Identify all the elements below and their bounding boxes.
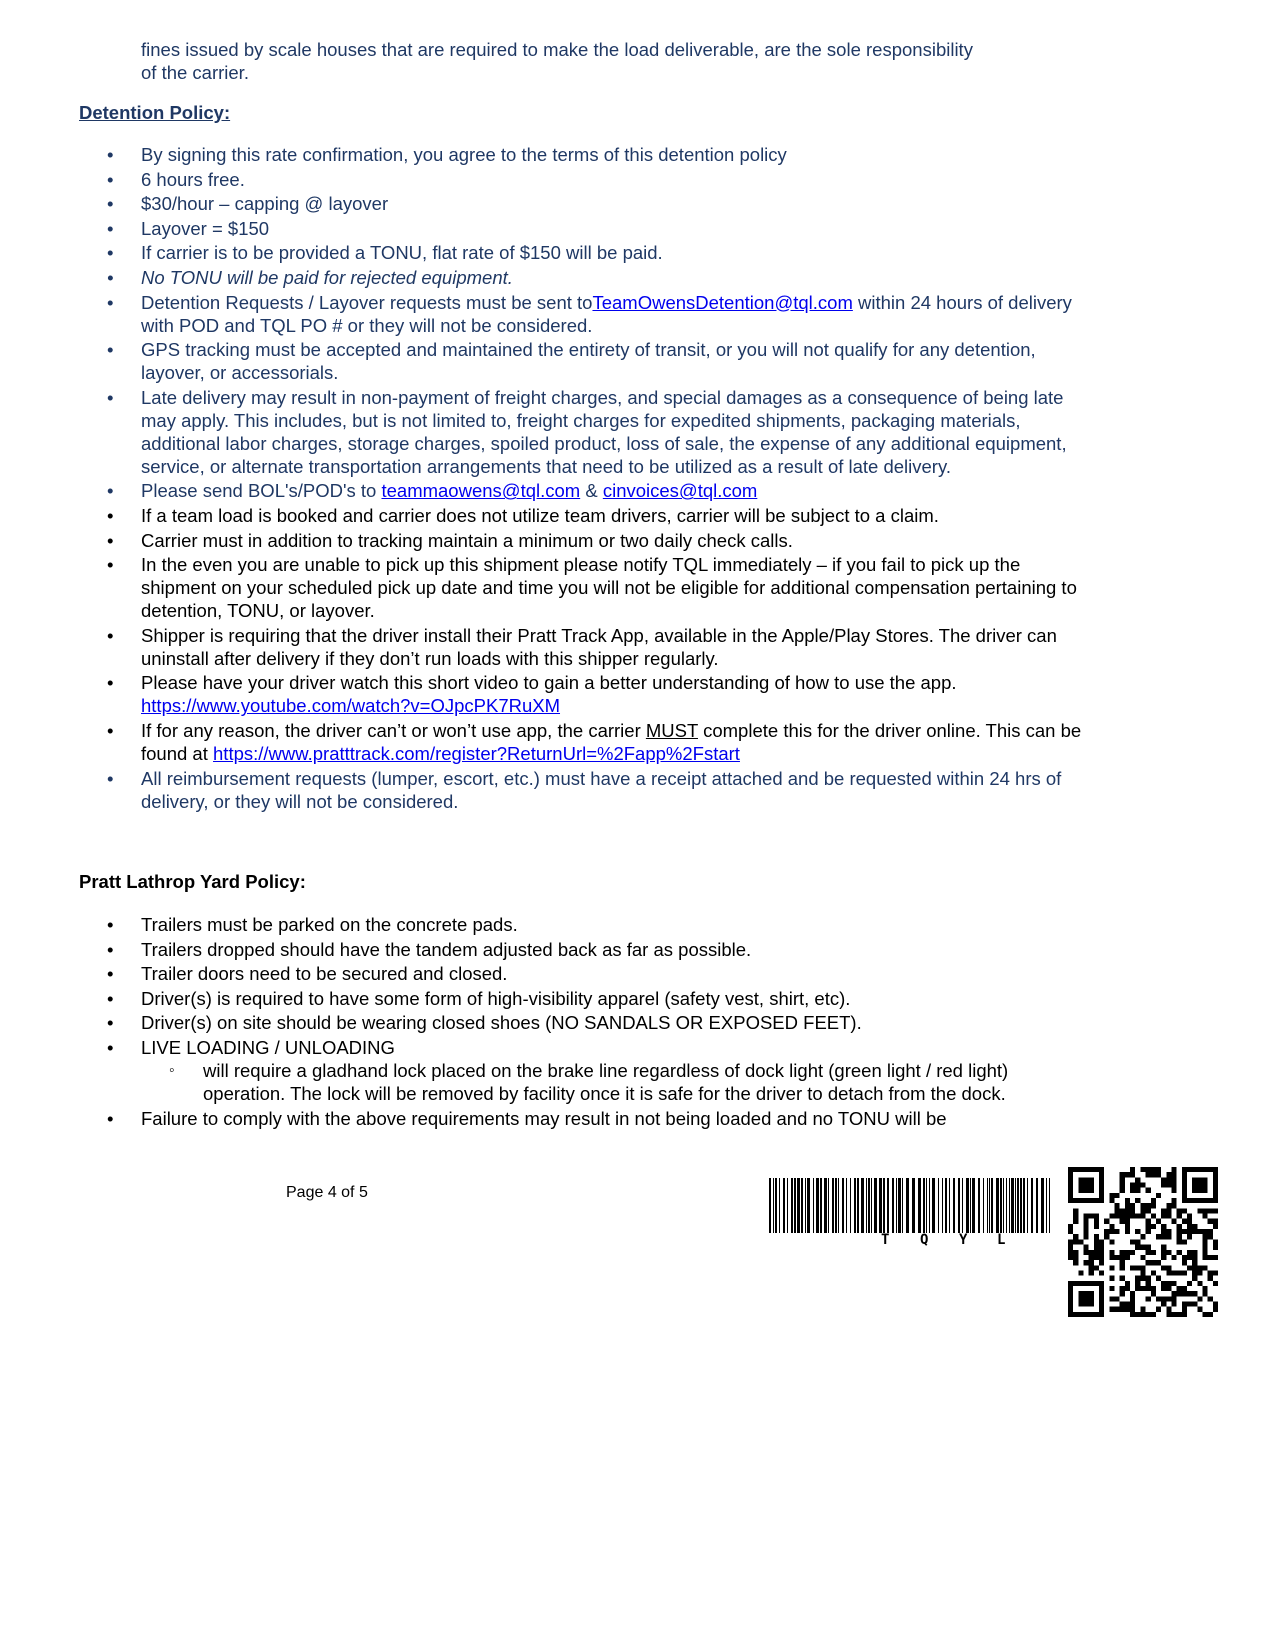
barcode-caption	[769, 1232, 1051, 1250]
list-item: • If for any reason, the driver can’t or won’t use app, the carrier MUST complete this for the driver online. This can be found at https://www.pratttrack.com/register?ReturnUrl=%2Fapp%2Fstart	[0, 719, 1100, 765]
qr-code-image	[1068, 1167, 1218, 1317]
list-item: • No TONU will be paid for rejected equipment.	[0, 266, 1100, 289]
list-item: • Failure to comply with the above requirements may result in not being loaded and no TONU will be	[0, 1107, 1100, 1130]
list-item: • Trailers dropped should have the tandem adjusted back as far as possible.	[0, 938, 1100, 961]
sub-list-item: ◦ will require a gladhand lock placed on the brake line regardless of dock light (green light / red light) operation. The lock will be removed by facility once it is safe for the driver to detach from the dock.	[141, 1059, 1063, 1105]
detention-policy-heading: Detention Policy:	[79, 102, 231, 123]
continuation-line-1: fines issued by scale houses that are required to make the load deliverable, are the sole responsibility	[141, 39, 973, 60]
list-item: • Please send BOL's/POD's to teammaowens@tql.com & cinvoices@tql.com	[0, 479, 1100, 502]
bol-email-link[interactable]: teammaowens@tql.com	[381, 480, 581, 502]
barcode-char: T	[881, 1232, 890, 1248]
list-item: • Carrier must in addition to tracking maintain a minimum or two daily check calls.	[0, 529, 1100, 552]
barcode-char: Y	[959, 1232, 968, 1248]
live-loading-sublist	[141, 1059, 1100, 1105]
video-link[interactable]: https://www.youtube.com/watch?v=OJpcPK7RuXM	[141, 695, 561, 717]
continuation-paragraph	[141, 38, 1081, 84]
yard-policy-list	[0, 913, 1100, 1131]
list-item: • If a team load is booked and carrier does not utilize team drivers, carrier will be subject to a claim.	[0, 504, 1100, 527]
list-item: • Please have your driver watch this short video to gain a better understanding of how to use the app. https://www.youtube.com/watch?v=OJpcPK7RuXM	[0, 671, 1100, 717]
barcode-char: Q	[920, 1232, 929, 1248]
list-item: • Shipper is requiring that the driver install their Pratt Track App, available in the Apple/Play Stores. The driver can uninstall after delivery if they don’t run loads with this shipper regularly.	[0, 624, 1100, 670]
list-item: • If carrier is to be provided a TONU, flat rate of $150 will be paid.	[0, 241, 1100, 264]
detention-email-link[interactable]: TeamOwensDetention@tql.com	[592, 291, 853, 313]
page-number: Page 4 of 5	[286, 1184, 368, 1201]
list-item: • GPS tracking must be accepted and maintained the entirety of transit, or you will not qualify for any detention, layover, or accessorials.	[0, 338, 1100, 384]
list-item: • Detention Requests / Layover requests must be sent toTeamOwensDetention@tql.com within 24 hours of delivery with POD and TQL PO # or they will not be considered.	[0, 291, 1100, 337]
list-item: • By signing this rate confirmation, you agree to the terms of this detention policy	[0, 143, 1100, 166]
list-item: • Driver(s) on site should be wearing closed shoes (NO SANDALS OR EXPOSED FEET).	[0, 1011, 1100, 1034]
barcode-image	[769, 1178, 1051, 1233]
detention-policy-list	[0, 143, 1100, 814]
list-item: • In the even you are unable to pick up this shipment please notify TQL immediately – if you fail to pick up the shipment on your scheduled pick up date and time you will not be eligible for additional compensation pertaining to detention, TONU, or layover.	[0, 553, 1100, 622]
list-item: • $30/hour – capping @ layover	[0, 192, 1100, 215]
continuation-line-2: of the carrier.	[141, 62, 249, 83]
barcode-char: L	[997, 1232, 1006, 1248]
list-item: • Late delivery may result in non-payment of freight charges, and special damages as a consequence of being late may apply. This includes, but is not limited to, freight charges for expedited shipments, packaging materials, additional labor charges, storage charges, spoiled product, loss of sale, the expense of any additional equipment, service, or alternate transportation arrangements that need to be utilized as a result of late delivery.	[0, 386, 1100, 478]
list-item: • LIVE LOADING / UNLOADING ◦ will require a gladhand lock placed on the brake line regardless of dock light (green light / red light) operation. The lock will be removed by facility once it is safe for the driver to detach from the dock.	[0, 1036, 1100, 1105]
list-item: • Trailer doors need to be secured and closed.	[0, 962, 1100, 985]
invoices-email-link[interactable]: cinvoices@tql.com	[602, 480, 758, 502]
list-item: • Driver(s) is required to have some form of high-visibility apparel (safety vest, shirt, etc).	[0, 987, 1100, 1010]
yard-policy-heading: Pratt Lathrop Yard Policy:	[79, 871, 306, 892]
pratttrack-register-link[interactable]: https://www.pratttrack.com/register?ReturnUrl=%2Fapp%2Fstart	[213, 742, 740, 764]
list-item: • Trailers must be parked on the concrete pads.	[0, 913, 1100, 936]
list-item: • All reimbursement requests (lumper, escort, etc.) must have a receipt attached and be requested within 24 hrs of delivery, or they will not be considered.	[0, 767, 1100, 813]
list-item: • Layover = $150	[0, 217, 1100, 240]
list-item: • 6 hours free.	[0, 168, 1100, 191]
